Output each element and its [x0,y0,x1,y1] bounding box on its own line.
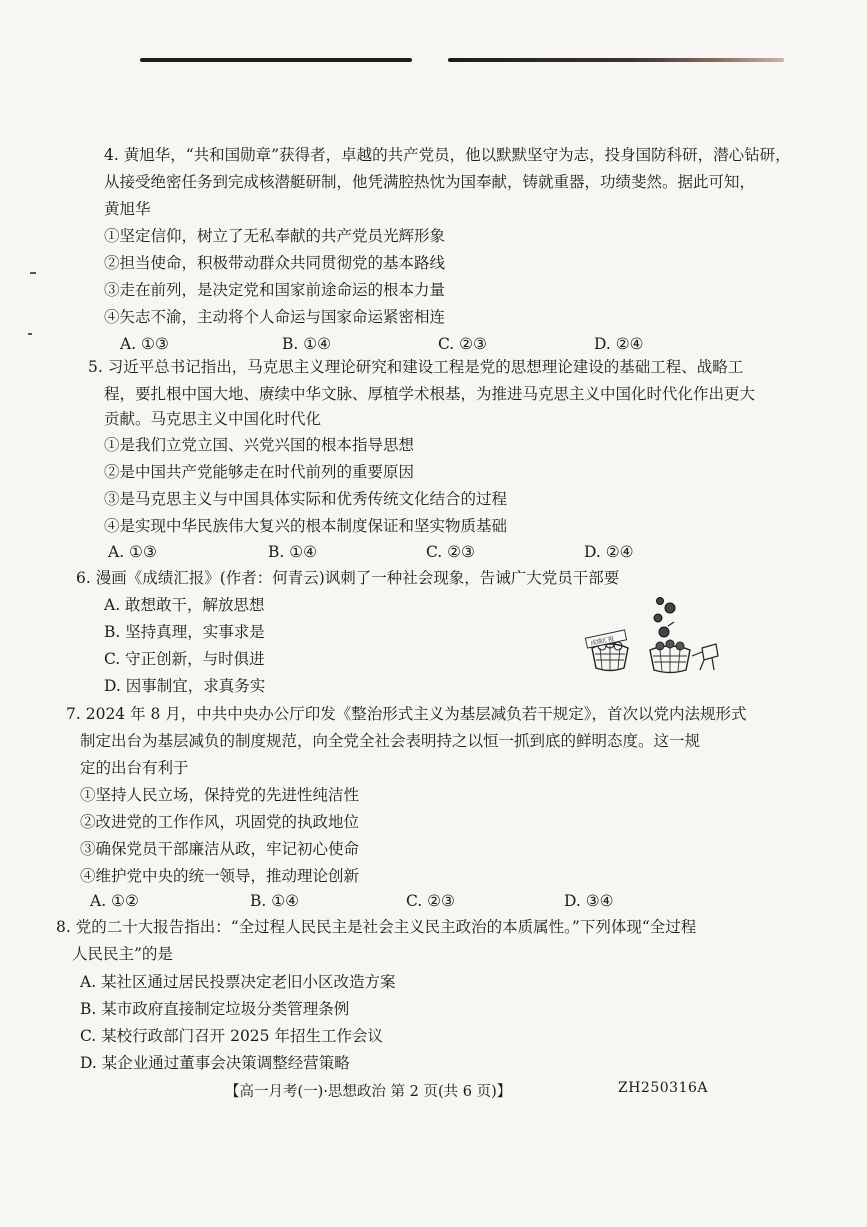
q4-option-a: A. ①③ [120,335,169,353]
q8-stem-line-2: 人民民主”的是 [72,945,173,963]
q7-option-a: A. ①② [90,892,139,910]
q7-item-2: ②改进党的工作作风，巩固党的执政地位 [80,813,360,831]
q8-stem-line-1: 8. 党的二十大报告指出：“全过程人民民主是社会主义民主政治的本质属性。”下列体现“全过程 [56,918,697,936]
q5-stem-line-1: 5. 习近平总书记指出，马克思主义理论研究和建设工程是党的思想理论建设的基础工程、战略工 [88,358,744,376]
q8-option-a: A. 某社区通过居民投票决定老旧小区改造方案 [80,973,396,991]
q5-item-1: ①是我们立党立国、兴党兴国的根本指导思想 [104,436,415,454]
q7-option-c: C. ②③ [406,892,455,910]
q6-option-a: A. 敢想敢干，解放思想 [104,596,265,614]
header-rule-left [140,58,412,62]
q8-option-c: C. 某校行政部门召开 2025 年招生工作会议 [80,1027,383,1045]
q7-stem-line-1: 7. 2024 年 8 月，中共中央办公厅印发《整治形式主义为基层减负若干规定》，首次以党内法规形式 [66,705,747,723]
q4-item-3: ③走在前列，是决定党和国家前途命运的根本力量 [104,281,446,299]
q5-option-a: A. ①③ [108,543,157,561]
q4-item-2: ②担当使命，积极带动群众共同贯彻党的基本路线 [104,254,446,272]
q6-option-b: B. 坚持真理，实事求是 [104,623,265,641]
q4-option-c: C. ②③ [438,335,487,353]
q4-stem-line-3: 黄旭华 [104,200,151,218]
q5-option-c: C. ②③ [426,543,475,561]
q4-item-1: ①坚定信仰，树立了无私奉献的共产党员光辉形象 [104,227,446,245]
q6-option-c: C. 守正创新，与时俱进 [104,650,265,668]
margin-mark [30,272,36,274]
q7-stem-line-2: 制定出台为基层减负的制度规范，向全党全社会表明持之以恒一抓到底的鲜明态度。这一规 [80,732,701,750]
q7-option-d: D. ③④ [564,892,614,910]
page-footer: 【高一月考(一)·思想政治 第 2 页(共 6 页)】 [225,1084,512,1100]
header-rule-right [448,58,784,62]
q4-option-b: B. ①④ [282,335,332,353]
q5-stem-line-2: 程，要扎根中国大地、赓续中华文脉、厚植学术根基，为推进马克思主义中国化时代化作出更大 [104,385,756,403]
q4-item-4: ④矢志不渝，主动将个人命运与国家命运紧密相连 [104,308,446,326]
q4-option-d: D. ②④ [594,335,644,353]
paper-code: ZH250316A [618,1080,708,1096]
q7-item-4: ④维护党中央的统一领导，推动理论创新 [80,867,360,885]
cartoon-illustration [584,596,724,676]
q4-stem-line-2: 从接受绝密任务到完成核潜艇研制，他凭满腔热忱为国奉献，铸就重器，功绩斐然。据此可知， [104,173,756,191]
q8-option-d: D. 某企业通过董事会决策调整经营策略 [80,1054,350,1072]
q5-stem-line-3: 贡献。马克思主义中国化时代化 [104,410,322,428]
q7-item-3: ③确保党员干部廉洁从政，牢记初心使命 [80,840,360,858]
q7-item-1: ①坚持人民立场，保持党的先进性纯洁性 [80,786,360,804]
cartoon-label: 成绩汇报 [589,635,615,648]
q5-option-b: B. ①④ [268,543,318,561]
q6-stem-line-1: 6. 漫画《成绩汇报》(作者：何青云)讽刺了一种社会现象，告诫广大党员干部要 [76,569,620,587]
q8-option-b: B. 某市政府直接制定垃圾分类管理条例 [80,1000,350,1018]
q4-stem-line-1: 4. 黄旭华，“共和国勋章”获得者，卓越的共产党员，他以默默坚守为志，投身国防科研，潜心钻研， [104,146,791,164]
q7-stem-line-3: 定的出台有利于 [80,759,189,777]
q5-option-d: D. ②④ [584,543,634,561]
q5-item-2: ②是中国共产党能够走在时代前列的重要原因 [104,463,415,481]
q6-option-d: D. 因事制宜，求真务实 [104,677,266,695]
q7-option-b: B. ①④ [250,892,300,910]
q5-item-4: ④是实现中华民族伟大复兴的根本制度保证和坚实物质基础 [104,517,508,535]
q5-item-3: ③是马克思主义与中国具体实际和优秀传统文化结合的过程 [104,490,508,508]
margin-mark [28,333,32,335]
